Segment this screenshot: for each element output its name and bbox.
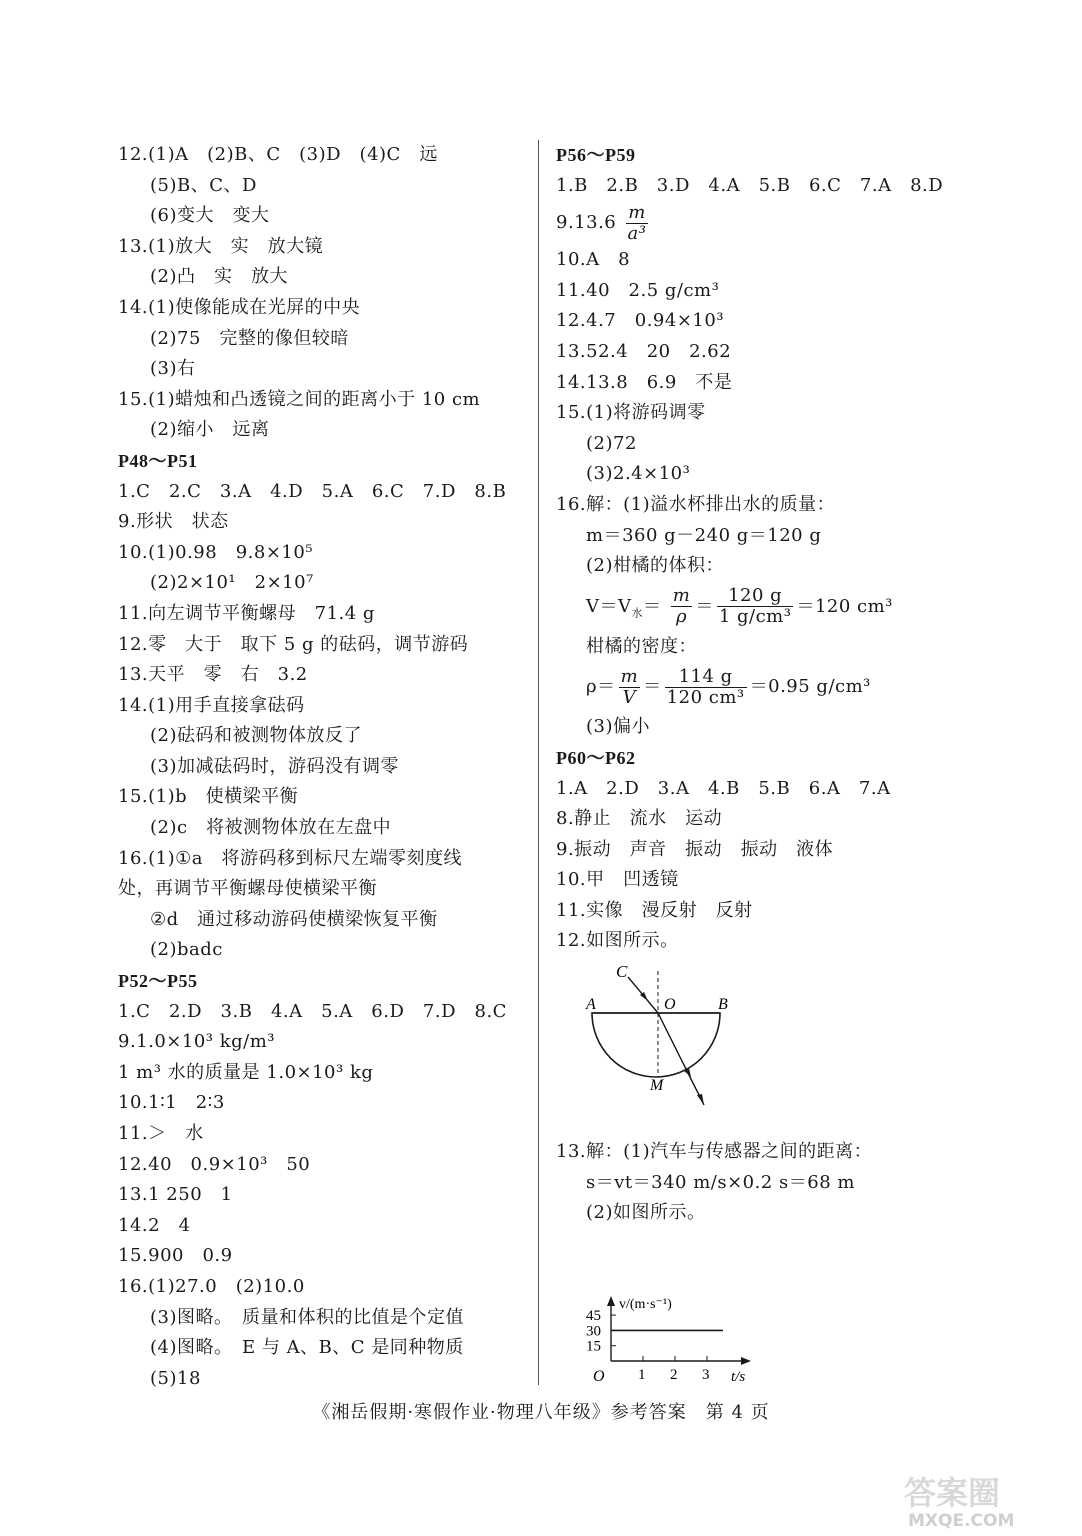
- refraction-diagram: [556, 957, 976, 1137]
- density-formula: ρ＝ $\frac{m}{V}$ ＝ $\frac{114 g}{\text{120 cm³}}$ ＝0.95 g/cm³: [586, 666, 871, 708]
- x-tick-label: 3: [702, 1366, 710, 1383]
- answer-line: (6)变大 变大: [150, 205, 270, 227]
- answer-line: 8.静止 流水 运动: [556, 808, 723, 830]
- answer-line: (3)右: [150, 358, 196, 380]
- watermark-top: 答案圈: [904, 1474, 1001, 1512]
- fraction: [665, 667, 747, 708]
- y-axis-arrow-icon: [607, 1296, 615, 1306]
- answer-line: (4)图略。 E 与 A、B、C 是同种物质: [150, 1337, 464, 1359]
- formula-text: ＝120 cm³: [796, 595, 893, 617]
- answer-line: 12.4.7 0.94×10³: [556, 310, 725, 332]
- answer-line: (2)72: [586, 432, 637, 454]
- fraction: [717, 586, 794, 627]
- page-footer: 《湘岳假期·寒假作业·物理八年级》参考答案 第 4 页: [312, 1402, 770, 1423]
- answer-block-b: [556, 774, 976, 958]
- answer-line: 11.＞ 水: [118, 1123, 204, 1144]
- answer-line: 16.(1)27.0 (2)10.0: [118, 1275, 305, 1297]
- answer-line: 15.(1)将游码调零: [556, 402, 706, 424]
- fraction: [619, 667, 641, 708]
- answer-line: ②d 通过移动游码使横梁恢复平衡: [150, 908, 438, 930]
- fraction-numerator: 114 g: [665, 667, 747, 688]
- section-heading: P48～P51: [118, 450, 198, 471]
- point-label: O: [664, 996, 676, 1014]
- watermark-bottom: MXQE.COM: [908, 1511, 1015, 1530]
- fraction-denominator: a³: [627, 222, 647, 244]
- answer-line: (2)柑橘的体积：: [586, 555, 724, 577]
- formula-text: ρ＝: [586, 676, 616, 698]
- answer-line: 15.(1)蜡烛和凸透镜之间的距离小于 10 cm: [118, 388, 481, 410]
- answer-line: 12.40 0.9×10³ 50: [118, 1153, 311, 1175]
- answer-line: 10.1∶1 2∶3: [118, 1092, 225, 1114]
- y-tick-label: 30: [586, 1323, 601, 1340]
- answer-line: 13.解：(1)汽车与传感器之间的距离：: [556, 1141, 873, 1163]
- answer-line: 16.(1)①a 将游码移到标尺左端零刻度线: [118, 847, 462, 869]
- answer-line: (3)加减砝码时，游码没有调零: [150, 755, 399, 777]
- y-tick-label: 15: [586, 1338, 601, 1355]
- fraction-numerator: m: [620, 666, 639, 688]
- answer-block-c: [556, 1137, 976, 1229]
- answer-line: 9.1.0×10³ kg/m³: [118, 1031, 276, 1053]
- answer-line: 9.形状 状态: [118, 511, 229, 533]
- fraction-numerator: 120 g: [717, 586, 794, 607]
- answer-line: (5)18: [150, 1367, 201, 1389]
- x-tick-label: 1: [638, 1366, 646, 1383]
- point-label: C: [616, 962, 628, 982]
- answer-line: 10.(1)0.98 9.8×10⁵: [118, 541, 314, 563]
- point-label: B: [718, 996, 728, 1014]
- answer-line: (2)凸 实 放大: [150, 266, 288, 288]
- x-tick-label: 2: [670, 1366, 678, 1383]
- volume-formula: $V=V_水=$ $\frac{m}{\rho}$ ＝ $\frac{120 g}{\text{1 g/cm³}}$ ＝120 cm³: [586, 585, 893, 628]
- section-heading-p56-p59: P56～P59: [556, 145, 636, 165]
- answer-line: 1.B 2.B 3.D 4.A 5.B 6.C 7.A 8.D: [556, 174, 944, 196]
- column-divider: [538, 140, 539, 1385]
- arrow-icon: [697, 1094, 704, 1105]
- answer-line: 1.A 2.D 3.A 4.B 5.B 6.A 7.A: [556, 777, 891, 799]
- answer-line: 12.零 大于 取下 5 g 的砝码，调节游码: [118, 633, 469, 655]
- point-label: M: [650, 1077, 664, 1095]
- answer-line: (3)图略。 质量和体积的比值是个定值: [150, 1306, 464, 1328]
- answer-line: 12.如图所示。: [556, 930, 679, 952]
- watermark-logo: [898, 1468, 1068, 1530]
- answer-line: 1 m³ 水的质量是 1.0×10³ kg: [118, 1061, 374, 1083]
- origin-label: O: [593, 1367, 605, 1383]
- answer-line: 14.2 4: [118, 1214, 191, 1236]
- answer-line: 10.A 8: [556, 249, 631, 271]
- answer-line: (2)c 将被测物体放在左盘中: [150, 817, 392, 839]
- answer-line: 12.(1)A (2)B、C (3)D (4)C 远: [118, 144, 438, 165]
- answer-line: 1.C 2.C 3.A 4.D 5.A 6.C 7.D 8.B: [118, 480, 507, 502]
- answer-line: 13.天平 零 右 3.2: [118, 664, 308, 686]
- answer-line: 14.(1)用手直接拿砝码: [118, 694, 305, 716]
- formula-text: V＝V: [586, 595, 632, 617]
- answer-line: 13.52.4 20 2.62: [556, 340, 732, 362]
- answer-line: 13.(1)放大 实 放大镜: [118, 235, 324, 257]
- answer-line: 14.13.8 6.9 不是: [556, 371, 733, 393]
- semicircle-glass: [592, 1013, 720, 1077]
- fraction-denominator: 120 cm³: [666, 686, 745, 708]
- y-axis-label: v/(m·s⁻¹): [619, 1296, 672, 1312]
- answer-line-fraction: [556, 201, 976, 245]
- refracted-ray: [658, 1013, 704, 1105]
- answer-line: 16.解：(1)溢水杯排出水的质量：: [556, 493, 836, 515]
- left-column: [118, 140, 528, 1394]
- y-tick-label: 45: [586, 1307, 601, 1324]
- answer-line: (5)B、C、D: [150, 174, 257, 196]
- answer-line: (3)偏小: [586, 716, 650, 738]
- answer-line: (2)如图所示。: [586, 1202, 706, 1224]
- formula-text: ＝0.95 g/cm³: [749, 676, 871, 698]
- answer-line: 9.振动 声音 振动 振动 液体: [556, 838, 834, 860]
- formula-subscript: 水: [631, 606, 643, 620]
- x-axis-label: t/s: [731, 1368, 746, 1383]
- fraction-denominator: 1 g/cm³: [718, 606, 792, 628]
- fraction: [626, 203, 649, 244]
- answer-line: 11.向左调节平衡螺母 71.4 g: [118, 602, 375, 624]
- velocity-time-chart: [556, 1233, 976, 1383]
- answer-line: (2)75 完整的像但较暗: [150, 327, 349, 349]
- answer-line: s＝vt＝340 m/s×0.2 s＝68 m: [586, 1171, 855, 1193]
- x-axis-arrow-icon: [741, 1357, 751, 1365]
- answer-text: 9.13.6: [556, 212, 617, 234]
- fraction-numerator: m: [626, 203, 649, 224]
- formula-text: ＝: [643, 595, 662, 617]
- section-heading-p60-p62: P60～P62: [556, 747, 636, 768]
- section-heading: P52～P55: [118, 971, 198, 992]
- fraction-denominator: ρ: [675, 606, 688, 628]
- answer-line: (2)砝码和被测物体放反了: [150, 725, 362, 747]
- answer-line: 15.900 0.9: [118, 1245, 233, 1267]
- answer-line: 11.实像 漫反射 反射: [556, 899, 753, 921]
- answer-line: (2)badc: [150, 939, 223, 961]
- answer-line: 处，再调节平衡螺母使横梁平衡: [118, 878, 377, 900]
- answer-line: 10.甲 凹透镜: [556, 869, 679, 891]
- arrow-icon: [683, 1068, 691, 1077]
- answer-block-a: [556, 245, 976, 582]
- fraction-denominator: V: [622, 686, 637, 708]
- point-label: A: [586, 996, 596, 1014]
- answer-line: 13.1 250 1: [118, 1184, 233, 1206]
- answer-line: 15.(1)b 使横梁平衡: [118, 786, 299, 808]
- answer-line: 11.40 2.5 g/cm³: [556, 279, 720, 301]
- answer-line: (2)缩小 远离: [150, 419, 270, 441]
- right-column: [556, 140, 976, 1383]
- answer-line: 柑橘的密度：: [586, 635, 697, 657]
- answer-line: (2)2×10¹ 2×10⁷: [150, 572, 314, 594]
- fraction: [671, 586, 693, 627]
- answer-line: 14.(1)使像能成在光屏的中央: [118, 296, 361, 318]
- answer-line: 1.C 2.D 3.B 4.A 5.A 6.D 7.D 8.C: [118, 1000, 507, 1022]
- fraction-numerator: m: [672, 585, 691, 607]
- answer-line: m＝360 g－240 g＝120 g: [586, 524, 822, 546]
- answer-line: (3)2.4×10³: [586, 463, 691, 485]
